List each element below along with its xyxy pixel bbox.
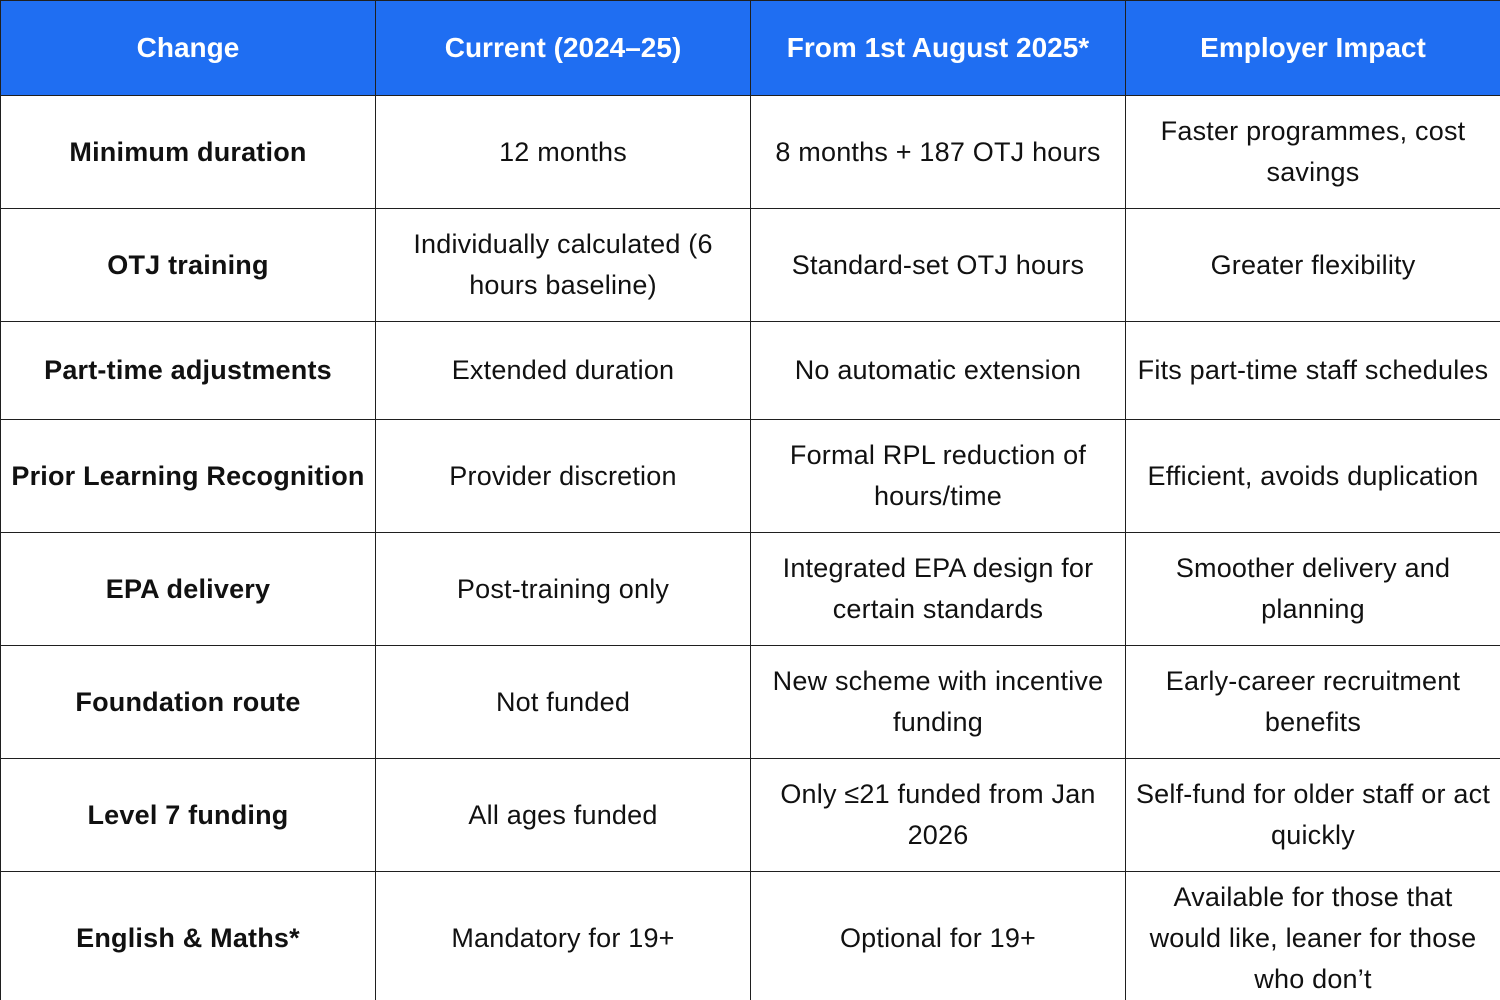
row-label: OTJ training [1,209,376,322]
impact-cell: Greater flexibility [1126,209,1500,322]
header-change: Change [1,1,376,96]
header-row [1,1,1500,96]
header-from-august-2025: From 1st August 2025* [751,1,1126,96]
table-row [1,96,1500,209]
table-row [1,209,1500,322]
row-label: Foundation route [1,646,376,759]
current-cell: Extended duration [376,322,751,420]
table-row [1,533,1500,646]
future-cell: Integrated EPA design for certain standards [751,533,1126,646]
current-cell: Provider discretion [376,420,751,533]
table-row [1,322,1500,420]
current-cell: Mandatory for 19+ [376,872,751,1000]
impact-cell: Faster programmes, cost savings [1126,96,1500,209]
impact-cell: Available for those that would like, leaner for those who don’t [1126,872,1500,1000]
row-label: Level 7 funding [1,759,376,872]
row-label: Part-time adjustments [1,322,376,420]
table-body [1,96,1500,1000]
impact-cell: Efficient, avoids duplication [1126,420,1500,533]
current-cell: Post-training only [376,533,751,646]
future-cell: Formal RPL reduction of hours/time [751,420,1126,533]
header-current: Current (2024–25) [376,1,751,96]
table-header [1,1,1500,96]
row-label: Minimum duration [1,96,376,209]
table-row [1,759,1500,872]
future-cell: Only ≤21 funded from Jan 2026 [751,759,1126,872]
current-cell: Not funded [376,646,751,759]
current-cell: All ages funded [376,759,751,872]
future-cell: Optional for 19+ [751,872,1126,1000]
future-cell: Standard-set OTJ hours [751,209,1126,322]
current-cell: 12 months [376,96,751,209]
table-row [1,646,1500,759]
table-row [1,872,1500,1000]
future-cell: No automatic extension [751,322,1126,420]
current-cell: Individually calculated (6 hours baseline) [376,209,751,322]
row-label: English & Maths* [1,872,376,1000]
impact-cell: Smoother delivery and planning [1126,533,1500,646]
future-cell: New scheme with incentive funding [751,646,1126,759]
impact-cell: Self-fund for older staff or act quickly [1126,759,1500,872]
impact-cell: Early-career recruitment benefits [1126,646,1500,759]
future-cell: 8 months + 187 OTJ hours [751,96,1126,209]
row-label: EPA delivery [1,533,376,646]
impact-cell: Fits part-time staff schedules [1126,322,1500,420]
header-employer-impact: Employer Impact [1126,1,1500,96]
table-row [1,420,1500,533]
row-label: Prior Learning Recognition [1,420,376,533]
